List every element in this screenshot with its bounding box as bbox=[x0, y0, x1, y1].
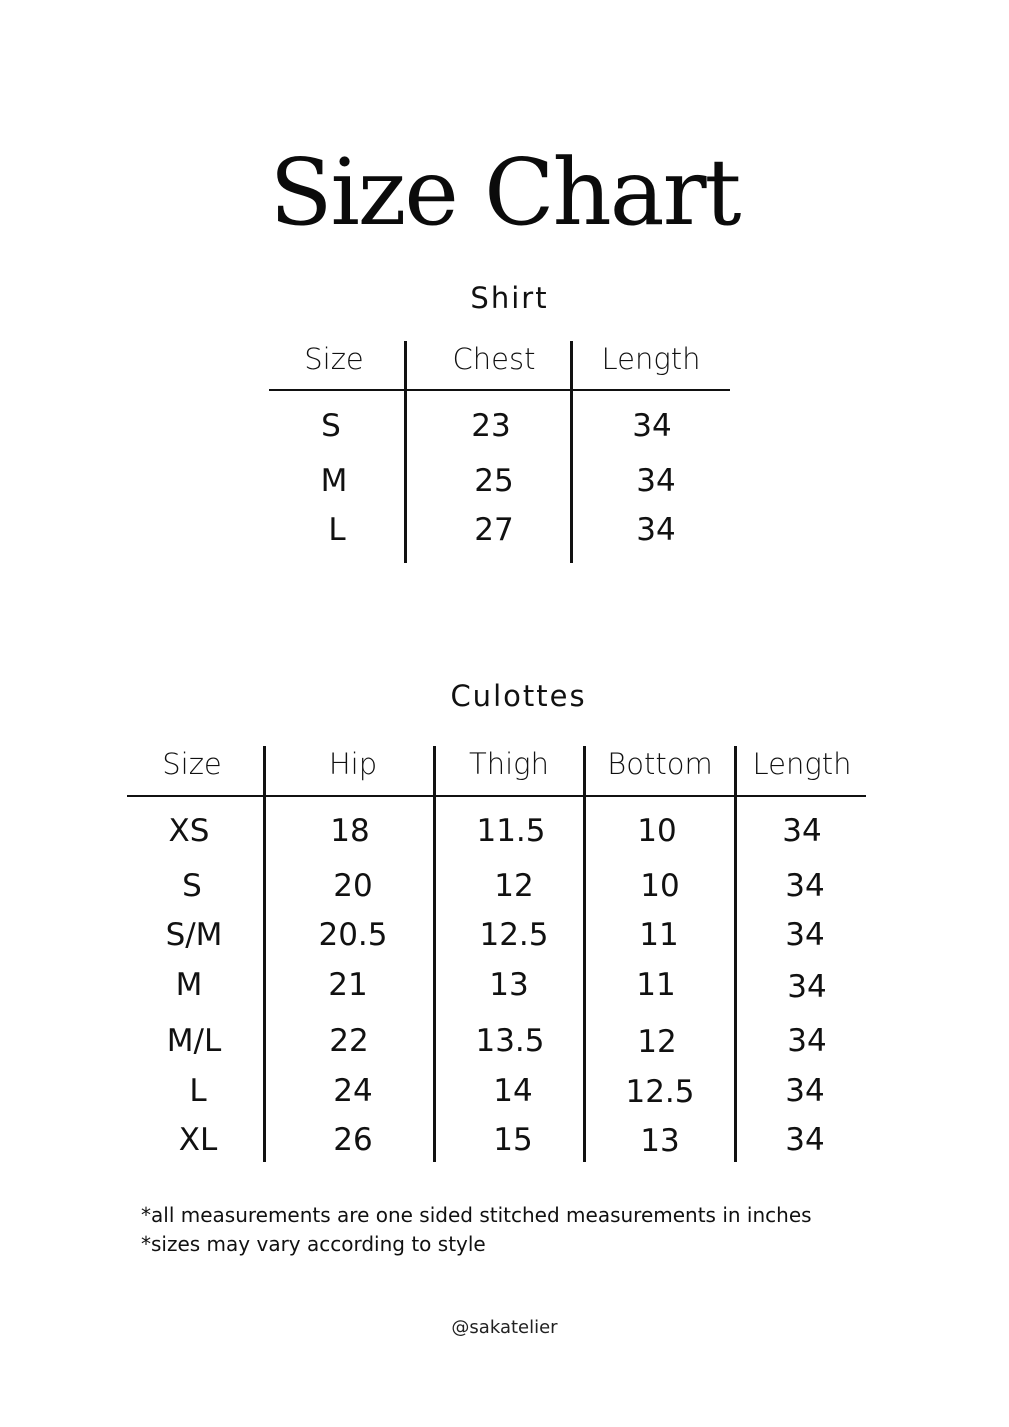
culottes-cell-size: XL bbox=[178, 1122, 218, 1158]
culottes-header-size: Size bbox=[162, 747, 222, 781]
culottes-cell-bottom: 11 bbox=[636, 967, 676, 1003]
culottes-cell-bottom: 13 bbox=[640, 1123, 680, 1159]
culottes-cell-size: M/L bbox=[166, 1023, 222, 1059]
culottes-cell-hip: 20.5 bbox=[318, 917, 388, 953]
shirt-header-length: Length bbox=[601, 342, 701, 376]
culottes-header-hip: Hip bbox=[328, 747, 378, 781]
culottes-cell-bottom: 10 bbox=[637, 813, 677, 849]
culottes-cell-size: S bbox=[182, 868, 202, 904]
measurement-note: *all measurements are one sided stitched measurements in inches bbox=[141, 1203, 812, 1227]
style-note: *sizes may vary according to style bbox=[141, 1232, 486, 1256]
culottes-cell-hip: 21 bbox=[328, 967, 368, 1003]
shirt-header-divider bbox=[269, 389, 730, 391]
culottes-cell-length: 34 bbox=[787, 1023, 827, 1059]
shirt-cell-length: 34 bbox=[636, 463, 676, 499]
culottes-cell-length: 34 bbox=[782, 813, 822, 849]
culottes-cell-thigh: 12 bbox=[494, 868, 534, 904]
culottes-cell-length: 34 bbox=[787, 969, 827, 1005]
culottes-header-length: Length bbox=[752, 747, 852, 781]
culottes-cell-size: L bbox=[189, 1073, 207, 1109]
culottes-column-divider bbox=[734, 746, 737, 1162]
shirt-column-divider bbox=[404, 341, 407, 563]
culottes-cell-hip: 24 bbox=[333, 1073, 373, 1109]
culottes-cell-thigh: 13.5 bbox=[475, 1023, 545, 1059]
culottes-cell-hip: 18 bbox=[330, 813, 370, 849]
shirt-cell-chest: 25 bbox=[474, 463, 514, 499]
culottes-cell-thigh: 13 bbox=[489, 967, 529, 1003]
culottes-cell-thigh: 12.5 bbox=[479, 917, 549, 953]
culottes-cell-thigh: 11.5 bbox=[476, 813, 546, 849]
culottes-cell-hip: 26 bbox=[333, 1122, 373, 1158]
shirt-cell-length: 34 bbox=[636, 512, 676, 548]
culottes-header-bottom: Bottom bbox=[607, 747, 713, 781]
brand-handle: @sakatelier bbox=[451, 1317, 558, 1338]
shirt-cell-chest: 23 bbox=[471, 408, 511, 444]
culottes-cell-thigh: 14 bbox=[493, 1073, 533, 1109]
culottes-cell-size: XS bbox=[168, 813, 210, 849]
culottes-cell-length: 34 bbox=[785, 1073, 825, 1109]
shirt-column-divider bbox=[570, 341, 573, 563]
culottes-title: Culottes bbox=[450, 679, 587, 713]
shirt-cell-length: 34 bbox=[632, 408, 672, 444]
culottes-cell-length: 34 bbox=[785, 1122, 825, 1158]
culottes-cell-bottom: 11 bbox=[639, 917, 679, 953]
shirt-cell-size: L bbox=[328, 512, 346, 548]
shirt-header-chest: Chest bbox=[452, 342, 536, 376]
culottes-cell-bottom: 10 bbox=[640, 868, 680, 904]
culottes-column-divider bbox=[583, 746, 586, 1162]
culottes-cell-length: 34 bbox=[785, 868, 825, 904]
shirt-cell-size: S bbox=[321, 408, 341, 444]
shirt-cell-chest: 27 bbox=[474, 512, 514, 548]
culottes-cell-size: S/M bbox=[165, 917, 223, 953]
culottes-column-divider bbox=[433, 746, 436, 1162]
culottes-cell-thigh: 15 bbox=[493, 1122, 533, 1158]
shirt-cell-size: M bbox=[320, 463, 348, 499]
culottes-cell-bottom: 12.5 bbox=[625, 1074, 695, 1110]
culottes-cell-hip: 22 bbox=[329, 1023, 369, 1059]
culottes-cell-size: M bbox=[175, 967, 203, 1003]
page-title: Size Chart bbox=[269, 139, 740, 246]
culottes-cell-bottom: 12 bbox=[637, 1024, 677, 1060]
shirt-header-size: Size bbox=[304, 342, 364, 376]
culottes-header-thigh: Thigh bbox=[469, 747, 549, 781]
culottes-cell-length: 34 bbox=[785, 917, 825, 953]
shirt-title: Shirt bbox=[470, 281, 549, 315]
culottes-cell-hip: 20 bbox=[333, 868, 373, 904]
culottes-column-divider bbox=[263, 746, 266, 1162]
culottes-header-divider bbox=[127, 795, 866, 797]
